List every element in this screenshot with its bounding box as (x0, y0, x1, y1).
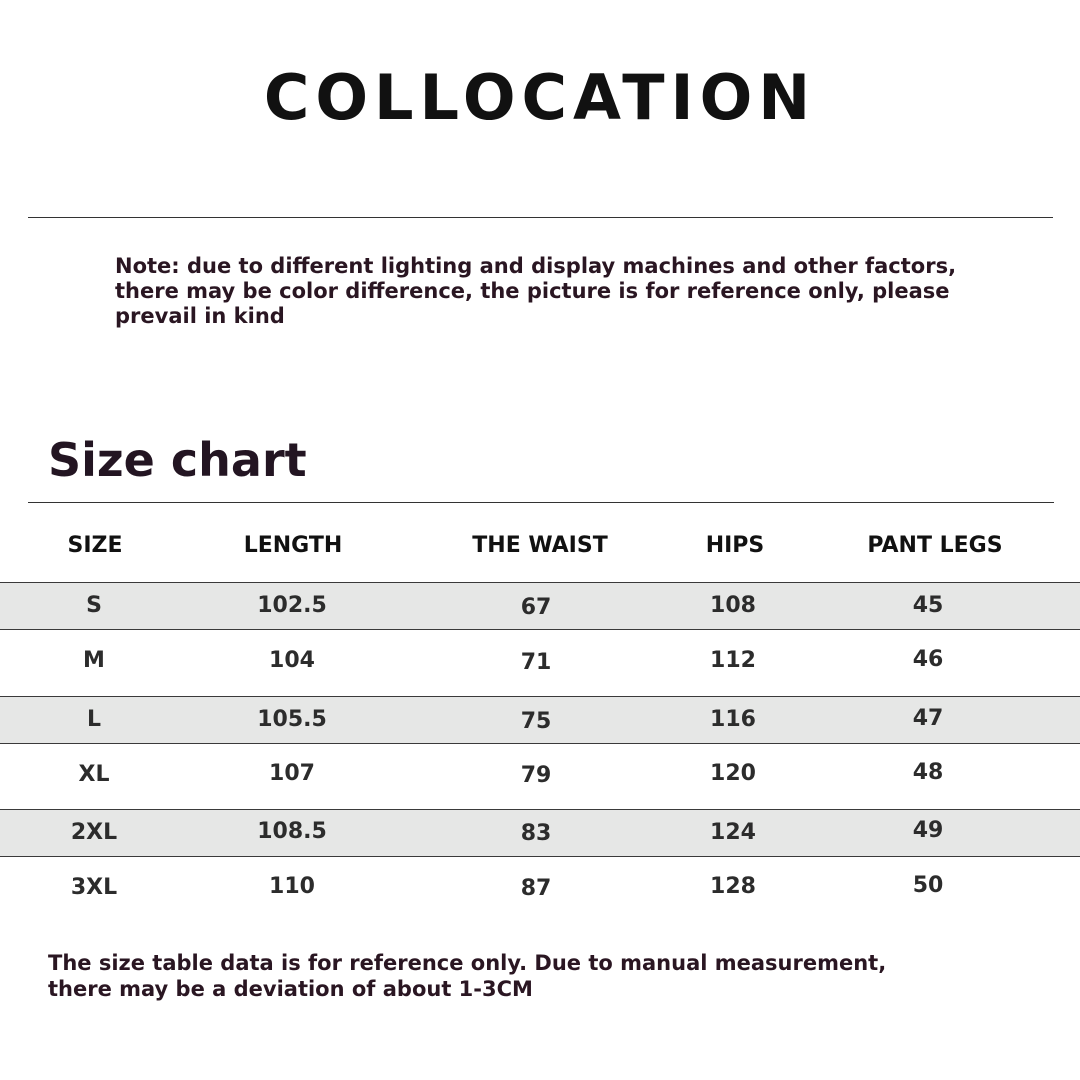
cell-size: 2XL (70, 820, 118, 845)
cell-hips: 128 (710, 874, 756, 899)
table-row (0, 582, 1080, 630)
cell-size: L (86, 707, 102, 732)
cell-length: 105.5 (257, 707, 327, 732)
cell-length: 107 (269, 761, 315, 786)
table-row (0, 630, 1080, 696)
measurement-note: The size table data is for reference only. Due to manual measurement, there may be a deviation of about 1-3CM (48, 951, 887, 1001)
cell-waist: 87 (520, 876, 552, 901)
cell-hips: 124 (710, 820, 756, 845)
column-header-size: SIZE (67, 533, 123, 558)
cell-length: 110 (269, 874, 315, 899)
table-row (0, 744, 1080, 809)
cell-pant-legs: 49 (912, 818, 944, 843)
column-header-waist: THE WAIST (472, 533, 608, 558)
title-divider (28, 217, 1053, 218)
cell-hips: 112 (710, 648, 756, 673)
cell-pant-legs: 45 (912, 593, 944, 618)
cell-waist: 67 (520, 595, 552, 620)
cell-hips: 108 (710, 593, 756, 618)
column-header-pant-legs: PANT LEGS (867, 533, 1003, 558)
cell-waist: 83 (520, 821, 552, 846)
cell-length: 108.5 (257, 819, 327, 844)
heading-divider (28, 502, 1054, 503)
cell-pant-legs: 48 (912, 760, 944, 785)
cell-size: XL (78, 762, 110, 787)
cell-length: 104 (269, 648, 315, 673)
cell-waist: 79 (520, 763, 552, 788)
cell-size: 3XL (70, 875, 118, 900)
size-chart-heading: Size chart (48, 433, 307, 487)
table-row (0, 696, 1080, 744)
column-header-hips: HIPS (705, 533, 765, 558)
cell-hips: 120 (710, 761, 756, 786)
column-header-length: LENGTH (243, 533, 343, 558)
page-title: COLLOCATION (263, 61, 817, 134)
cell-length: 102.5 (257, 593, 327, 618)
cell-pant-legs: 50 (912, 873, 944, 898)
cell-size: M (83, 648, 105, 673)
color-note: Note: due to different lighting and display machines and other factors, there may be color difference, the picture is for reference only, please prevail in kind (115, 254, 957, 328)
table-row (0, 809, 1080, 857)
table-row (0, 857, 1080, 923)
cell-pant-legs: 47 (912, 706, 944, 731)
cell-waist: 71 (520, 650, 552, 675)
cell-size: S (86, 593, 102, 618)
cell-hips: 116 (710, 707, 756, 732)
cell-waist: 75 (520, 709, 552, 734)
cell-pant-legs: 46 (912, 647, 944, 672)
